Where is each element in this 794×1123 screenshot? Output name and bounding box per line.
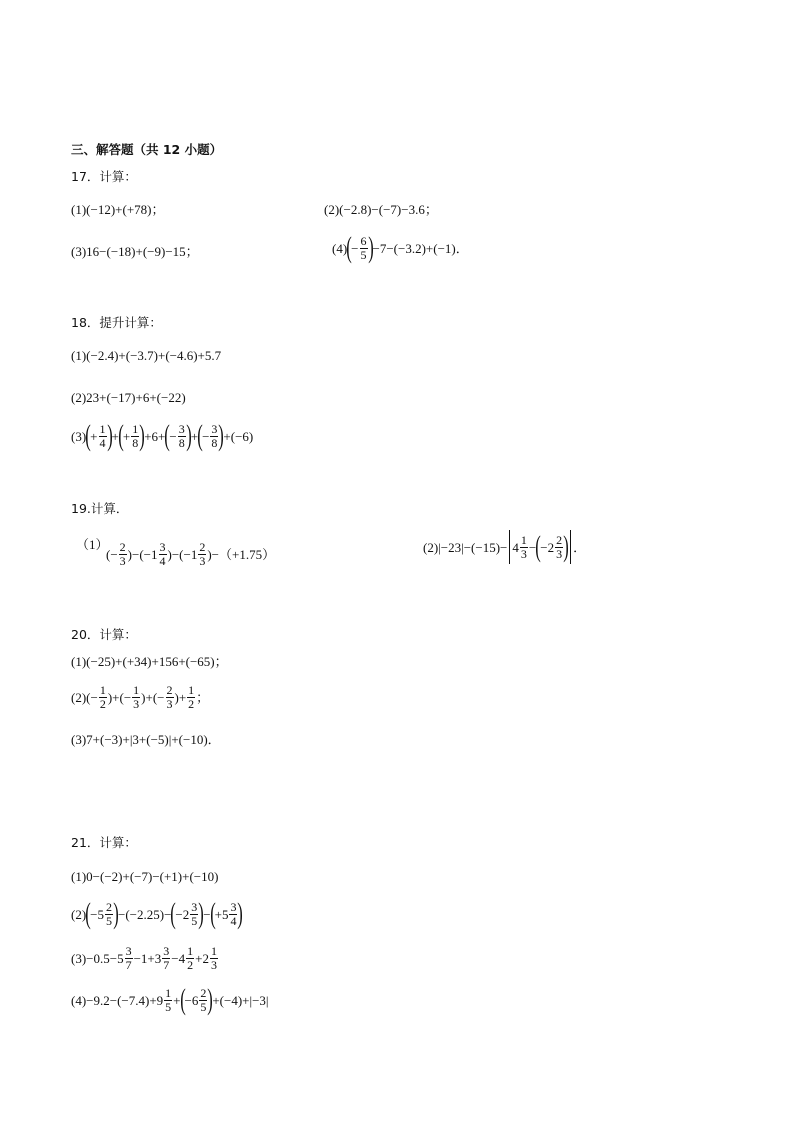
section-title: 三、解答题（共 12 小题） xyxy=(71,142,223,157)
fraction: $\frac{3}{8}$ xyxy=(211,421,218,450)
q19-header: 19.计算． xyxy=(71,501,129,516)
part-label: (3) xyxy=(71,428,87,444)
part-label: (2) xyxy=(324,202,340,217)
q21-part3: (3) −0.5−5 $\frac{3}{7}$ −1+3 $\frac{3}{7}$ −4 $\frac{1}{2}$ +2 $\frac{1}{3}$ xyxy=(71,944,217,972)
part-label: (4) xyxy=(332,240,348,256)
q21-part4: (4) −9.2−(−7.4)+9 $\frac{1}{5}$ + ( − 6 $\frac{2}{5}$ ) +(−4)+|−3| xyxy=(71,983,269,1016)
expression: (−2.4)+(−3.7)+(−4.6)+5.7 xyxy=(86,348,222,363)
fraction: $\frac{3}{8}$ xyxy=(178,421,185,450)
fraction: $\frac{3}{5}$ xyxy=(191,899,198,928)
fraction: $\frac{1}{2}$ xyxy=(187,944,194,972)
q18-part2 xyxy=(71,391,186,404)
q20-part3 xyxy=(71,733,221,746)
expression: (−12)+(+78)； xyxy=(86,202,165,217)
fraction: $\frac{1}{2}$ xyxy=(188,683,195,711)
q21-part2: (2) ( − 5 $\frac{2}{5}$ ) −(−2.25)− ( − 2 $\frac{3}{5}$ ) − ( + 5 $\frac{3}{4}$ ) xyxy=(71,897,244,930)
fraction: $\frac{1}{3}$ xyxy=(210,944,217,972)
abs-bar xyxy=(509,530,510,564)
fraction: $\frac{3}{4}$ xyxy=(230,899,237,928)
q19-part1-label: （1） xyxy=(76,537,109,552)
part-label: (3) xyxy=(71,244,87,259)
q18-part1 xyxy=(71,349,221,362)
fraction: $\frac{1}{4}$ xyxy=(99,421,106,450)
expression: (−25)+(+34)+156+(−65)； xyxy=(86,654,228,669)
fraction: $\frac{3}{7}$ xyxy=(163,944,170,972)
part-label: (3) xyxy=(71,732,87,747)
fraction: $\frac{2}{5}$ xyxy=(106,899,113,928)
fraction: $\frac{2}{3}$ xyxy=(166,683,173,711)
fraction: $\frac{1}{2}$ xyxy=(99,683,106,711)
q21-part1 xyxy=(71,870,218,883)
fraction: $\frac{1}{3}$ xyxy=(520,532,527,561)
q17-part3 xyxy=(71,245,199,258)
part-label: (2) xyxy=(423,539,439,555)
fraction: $\frac{1}{5}$ xyxy=(165,985,172,1014)
q18-part3: (3) ( + $\frac{1}{4}$ ) + ( + $\frac{1}{8}$ ) +6+ ( − $\frac{3}{8}$ ) + ( − $\frac{3}{8}$ ) +(−6) xyxy=(71,419,254,452)
part-label: (1) xyxy=(71,202,87,217)
fraction: $\frac{2}{3}$ xyxy=(556,532,563,561)
q18-header: 18．提升计算： xyxy=(71,315,162,330)
left-paren: ( xyxy=(346,231,352,264)
expression-rest: −7−(−3.2)+(−1)． xyxy=(372,240,469,256)
q17-header: 17．计算： xyxy=(71,169,137,184)
q21-header: 21．计算： xyxy=(71,835,137,850)
expression: (−2.8)−(−7)−3.6； xyxy=(339,202,438,217)
part-label: (1) xyxy=(71,654,87,669)
fraction: $\frac{3}{4}$ xyxy=(159,540,166,568)
expression: 16−(−18)+(−9)−15； xyxy=(86,244,199,259)
fraction: $\frac{2}{3}$ xyxy=(119,540,126,568)
fraction: $\frac{2}{5}$ xyxy=(200,985,207,1014)
part-label: (2) xyxy=(71,689,87,705)
part-label: (1) xyxy=(71,869,87,884)
abs-bar xyxy=(570,530,571,564)
fraction: $\frac{6}{5}$ xyxy=(360,233,367,262)
part-label: (3) xyxy=(71,950,87,966)
expression: 7+(−3)+|3+(−5)|+(−10)． xyxy=(86,732,221,747)
part-label: (4) xyxy=(71,992,87,1008)
q17-part1 xyxy=(71,203,164,216)
q19-part2: (2) |−23|−(−15)− 4 $\frac{1}{3}$ − ( − 2 $\frac{2}{3}$ ) ． xyxy=(423,530,587,563)
q20-part2: (2) (− $\frac{1}{2}$ )+(− $\frac{1}{3}$ )+(− $\frac{2}{3}$ )+ $\frac{1}{2}$ ； xyxy=(71,683,210,711)
part-label: (2) xyxy=(71,906,87,922)
part-label: (2) xyxy=(71,390,87,405)
fraction: $\frac{2}{3}$ xyxy=(199,540,206,568)
part-label: (1) xyxy=(71,348,87,363)
q17-part4: (4) ( − $\frac{6}{5}$ ) −7−(−3.2)+(−1)． xyxy=(332,231,469,264)
q20-header: 20．计算： xyxy=(71,627,137,642)
q20-part1 xyxy=(71,655,228,668)
expression: 23+(−17)+6+(−22) xyxy=(86,390,186,405)
fraction: $\frac{1}{3}$ xyxy=(133,683,140,711)
right-paren: ) xyxy=(367,231,374,264)
fraction: $\frac{3}{7}$ xyxy=(125,944,132,972)
q17-part2 xyxy=(324,203,438,216)
expression: 0−(−2)+(−7)−(+1)+(−10) xyxy=(86,869,219,884)
q19-part1: (− $\frac{2}{3}$ )−(− 1 $\frac{3}{4}$ )−(− 1 $\frac{2}{3}$ ) −（+1.75） xyxy=(106,540,276,568)
fraction: $\frac{1}{8}$ xyxy=(132,421,139,450)
